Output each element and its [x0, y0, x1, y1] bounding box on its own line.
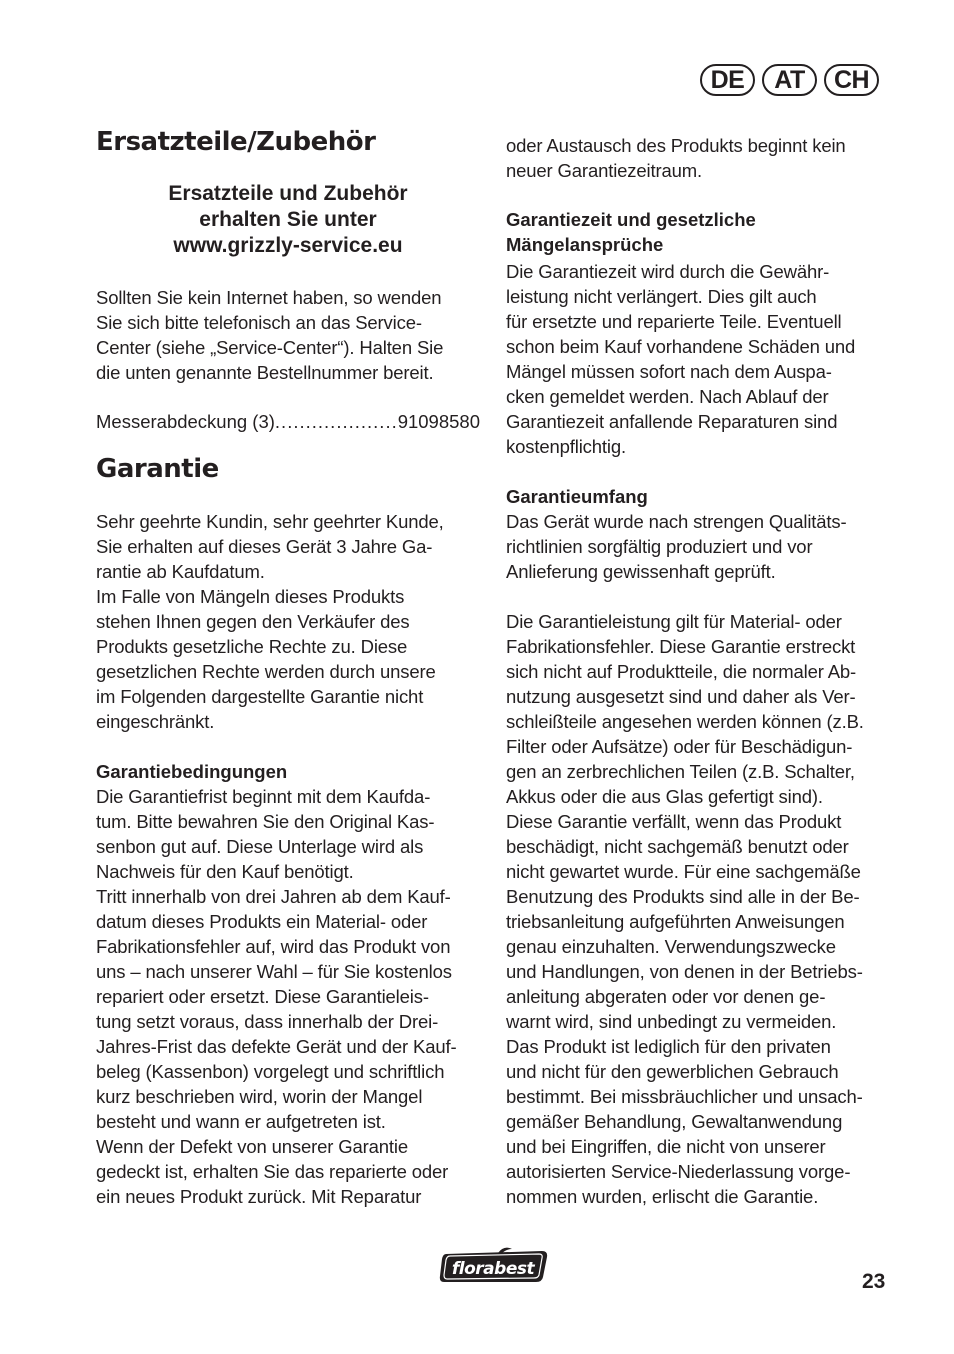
florabest-logo: [438, 1245, 550, 1285]
warranty-scope-text-1: Das Gerät wurde nach strengen Qualitäts- richtlinien sorgfältig produziert und vor Anlieferung gewissenhaft geprüft.: [506, 511, 847, 582]
warranty-intro: Sehr geehrte Kundin, sehr geehrter Kunde, Sie erhalten auf dieses Gerät 3 Jahre Ga- rantie ab Kaufdatum. Im Falle von Mängeln dieses Produkts stehen Ihnen gegen den Verkäufer des Produkts gesetzliche Rechte zu. Diese gesetzlichen Rechte werden durch unsere im Folgenden dargestellte Garantie nicht eingeschränkt.: [96, 511, 444, 732]
warranty-continuation: oder Austausch des Produkts beginnt kein neuer Garantiezeitraum.: [506, 135, 846, 181]
spare-parts-intro: Sollten Sie kein Internet haben, so wenden Sie sich bitte telefonisch an das Service- Center (siehe „Service-Center“). Halten Sie die unten genannte Bestellnummer bereit.: [96, 287, 444, 383]
order-item-number: 91098580: [397, 411, 480, 432]
section-title-warranty: Garantie: [96, 454, 219, 484]
section-title-spare-parts: Ersatzteile/Zubehör: [96, 127, 376, 157]
warranty-period-heading: Garantiezeit und gesetzliche Mängelansprüche: [506, 209, 756, 255]
country-badge-at: AT: [762, 64, 817, 96]
order-number-line: [96, 409, 480, 434]
spare-parts-service-info: Ersatzteile und Zubehör erhalten Sie unter www.grizzly-service.eu: [168, 182, 408, 257]
warranty-conditions-text: Die Garantiefrist beginnt mit dem Kaufda- tum. Bitte bewahren Sie den Original Kas- senbon gut auf. Diese Unterlage wird als Nachweis für den Kauf benötigt. Tritt innerhalb von drei Jahren ab dem Kauf- datum dieses Produkts ein Material- oder Fabrikationsfehler auf, wird das Produkt von uns – nach unserer Wahl – für Sie kostenlos repariert oder ersetzt. Diese Garantieleis- tung setzt voraus, dass innerhalb der Drei- Jahres-Frist das defekte Gerät und der Kauf- beleg (Kassenbon) vorgelegt und schriftlich kurz beschrieben wird, worin der Mangel besteht und wann er aufgetreten ist. Wenn der Defekt von unserer Garantie gedeckt ist, erhalten Sie das reparierte oder ein neues Produkt zurück. Mit Reparatur: [96, 786, 457, 1207]
country-badge-de: DE: [700, 64, 755, 96]
warranty-scope-text-2: Die Garantieleistung gilt für Material- oder Fabrikationsfehler. Diese Garantie erstreckt sich nicht auf Produktteile, die normaler Ab- nutzung ausgesetzt sind und daher als Ver- schleißteile angesehen werden können (z.B. Filter oder Aufsätze) oder für Beschädigun- gen an zerbrechlichen Teilen (z.B. Schalter, Akkus oder die aus Glas gefertigt sind). Diese Garantie verfällt, wenn das Produkt beschädigt, nicht sachgemäß benutzt oder nicht gewartet wurde. Für eine sachgemäße Benutzung des Produkts sind alle in der Be- triebsanleitung aufgeführten Anweisungen genau einzuhalten. Verwendungszwecke und Handlungen, von denen in der Betriebs- anleitung abgeraten oder vor denen ge- warnt wird, sind unbedingt zu vermeiden. Das Produkt ist lediglich für den privaten und nicht für den gewerblichen Gebrauch bestimmt. Bei missbräuchlicher und unsach- gemäßer Behandlung, Gewaltanwendung und bei Eingriffen, die nicht von unserer autorisierten Service-Niederlassung vorge- nommen wurden, erlischt die Garantie.: [506, 611, 864, 1207]
florabest-logo-text: florabest: [451, 1259, 535, 1279]
warranty-scope-heading: Garantieumfang: [506, 486, 648, 507]
country-badges: [700, 64, 879, 96]
page-number: 23: [862, 1270, 886, 1293]
country-badge-ch: CH: [824, 64, 879, 96]
warranty-period-text: Die Garantiezeit wird durch die Gewähr- leistung nicht verlängert. Dies gilt auch für ersetzte und reparierte Teile. Eventuell schon beim Kauf vorhandene Schäden und Mängel müssen sofort nach dem Auspa- cken gemeldet werden. Nach Ablauf der Garantiezeit anfallende Reparaturen sind kostenpflichtig.: [506, 261, 856, 457]
order-item-name: Messerabdeckung (3): [96, 411, 275, 432]
warranty-conditions-heading: Garantiebedingungen: [96, 761, 288, 782]
order-leader-dots: [275, 409, 398, 434]
